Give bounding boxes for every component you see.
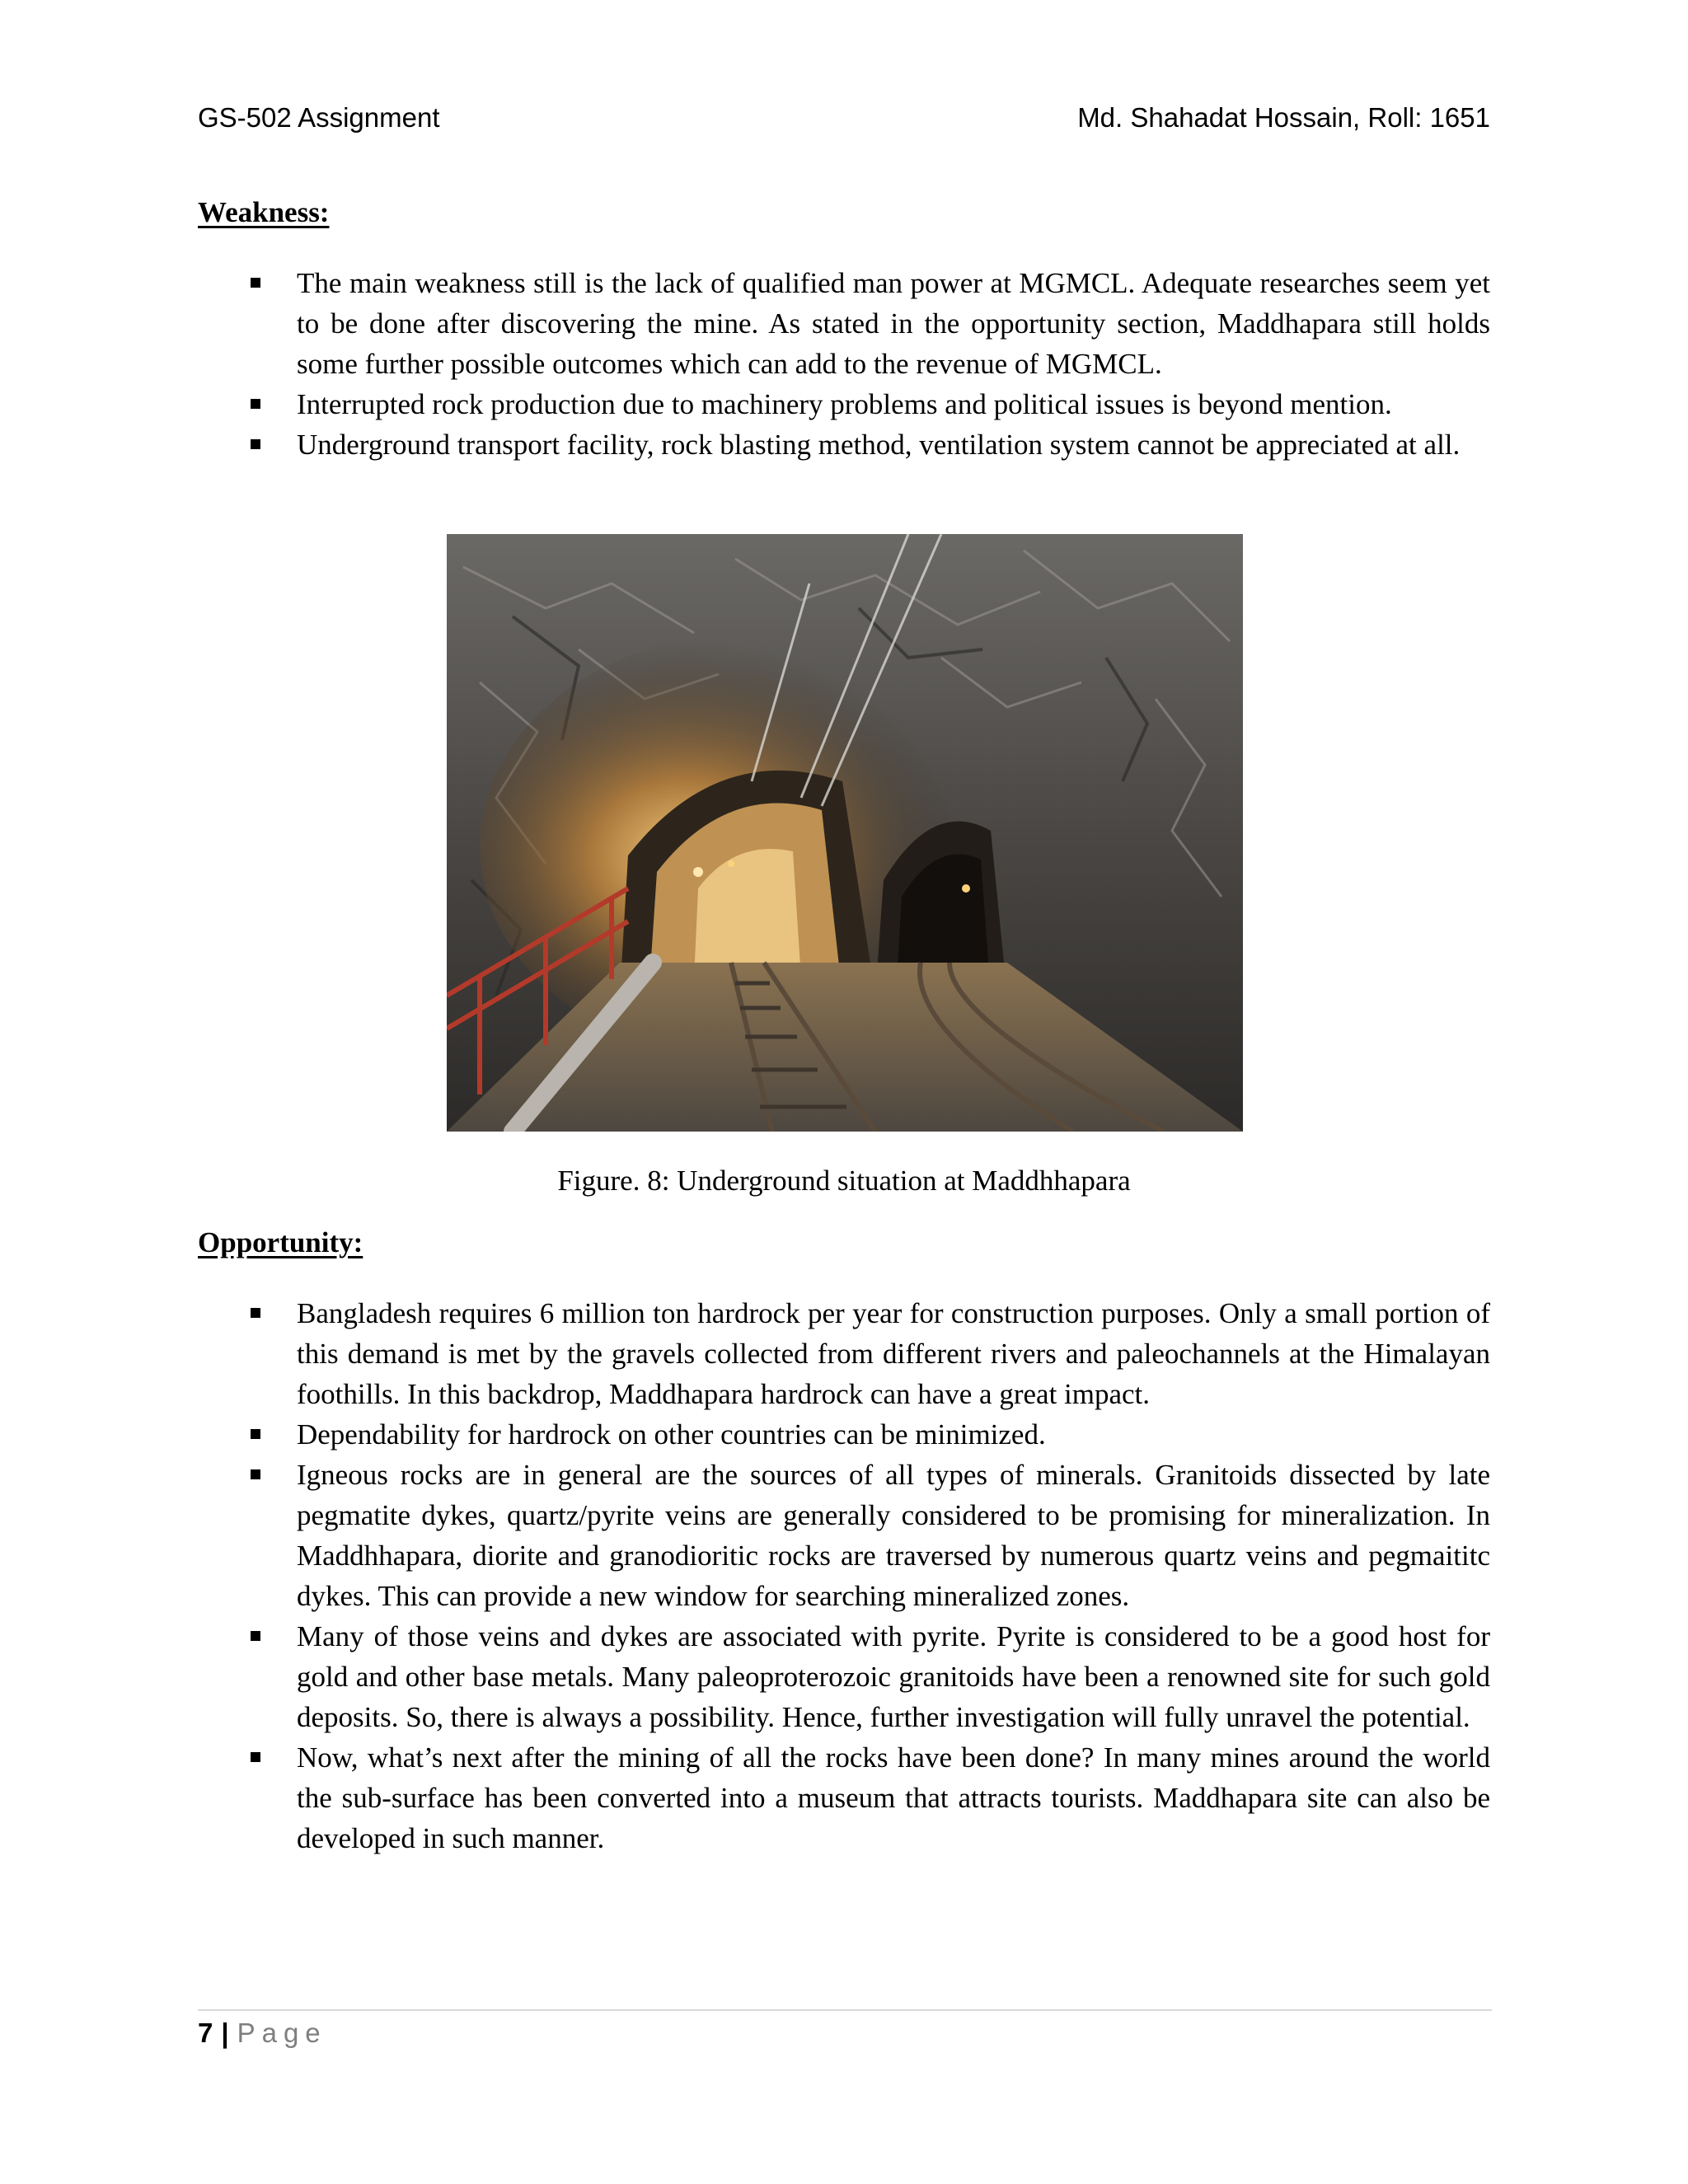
list-item (198, 424, 1490, 465)
header-author: Md. Shahadat Hossain, Roll: 1651 (1077, 102, 1490, 133)
list-item-text: Interrupted rock production due to machinery problems and political issues is beyond mention. (297, 388, 1392, 420)
list-item (198, 1414, 1490, 1455)
list-item (198, 1616, 1490, 1737)
list-item-text: Now, what’s next after the mining of all the rocks have been done? In many mines around the world the sub-surface has been converted into a museum that attracts tourists. Maddhapara site can also be developed in such manner. (297, 1741, 1490, 1854)
page-number: 7 (198, 2018, 213, 2048)
list-item-text: Bangladesh requires 6 million ton hardrock per year for construction purposes. Only a small portion of this demand is met by the gravels collected from different rivers and paleochannels at the Himalayan foothills. In this backdrop, Maddhapara hardrock can have a great impact. (297, 1297, 1490, 1410)
tunnel-illustration (447, 534, 1243, 1132)
square-bullet-icon (251, 1631, 260, 1641)
list-item-text: Igneous rocks are in general are the sources of all types of minerals. Granitoids dissected by late pegmatite dykes, quartz/pyrite veins are generally considered to be promising for mineralization. In Maddhhapara, diorite and granodioritic rocks are traversed by numerous quartz veins and pegmaititc dykes. This can provide a new window for searching mineralized zones. (297, 1459, 1490, 1612)
list-item-text: The main weakness still is the lack of qualified man power at MGMCL. Adequate researches seem yet to be done after discovering the mine. As stated in the opportunity section, Maddhapara still holds some further possible outcomes which can add to the revenue of MGMCL. (297, 267, 1490, 380)
square-bullet-icon (251, 439, 260, 449)
page-footer (198, 2013, 327, 2054)
header-course: GS-502 Assignment (198, 102, 440, 133)
square-bullet-icon (251, 1429, 260, 1439)
weakness-heading: Weakness: (198, 196, 330, 228)
mine-tunnel-photo (447, 534, 1243, 1132)
footer-separator: | (221, 2018, 229, 2048)
page-label: Page (237, 2018, 327, 2048)
list-item (198, 1293, 1490, 1414)
square-bullet-icon (251, 278, 260, 288)
opportunity-list (198, 1293, 1490, 1858)
square-bullet-icon (251, 1752, 260, 1762)
list-item-text: Underground transport facility, rock blasting method, ventilation system cannot be appreciated at all. (297, 429, 1461, 461)
figure-caption: Figure. 8: Underground situation at Maddhhapara (557, 1165, 1131, 1197)
list-item (198, 1737, 1490, 1858)
page-header (198, 97, 1490, 138)
list-item (198, 263, 1490, 384)
footer-divider (198, 2009, 1492, 2011)
square-bullet-icon (251, 1469, 260, 1479)
list-item-text: Many of those veins and dykes are associated with pyrite. Pyrite is considered to be a good host for gold and other base metals. Many paleoproterozoic granitoids have been a renowned site for such gold deposits. So, there is always a possibility. Hence, further investigation will fully unravel the potential. (297, 1620, 1490, 1733)
list-item (198, 384, 1490, 424)
opportunity-heading: Opportunity: (198, 1226, 363, 1258)
list-item (198, 1455, 1490, 1616)
list-item-text: Dependability for hardrock on other countries can be minimized. (297, 1418, 1046, 1451)
square-bullet-icon (251, 1308, 260, 1318)
weakness-list (198, 263, 1490, 465)
square-bullet-icon (251, 399, 260, 409)
